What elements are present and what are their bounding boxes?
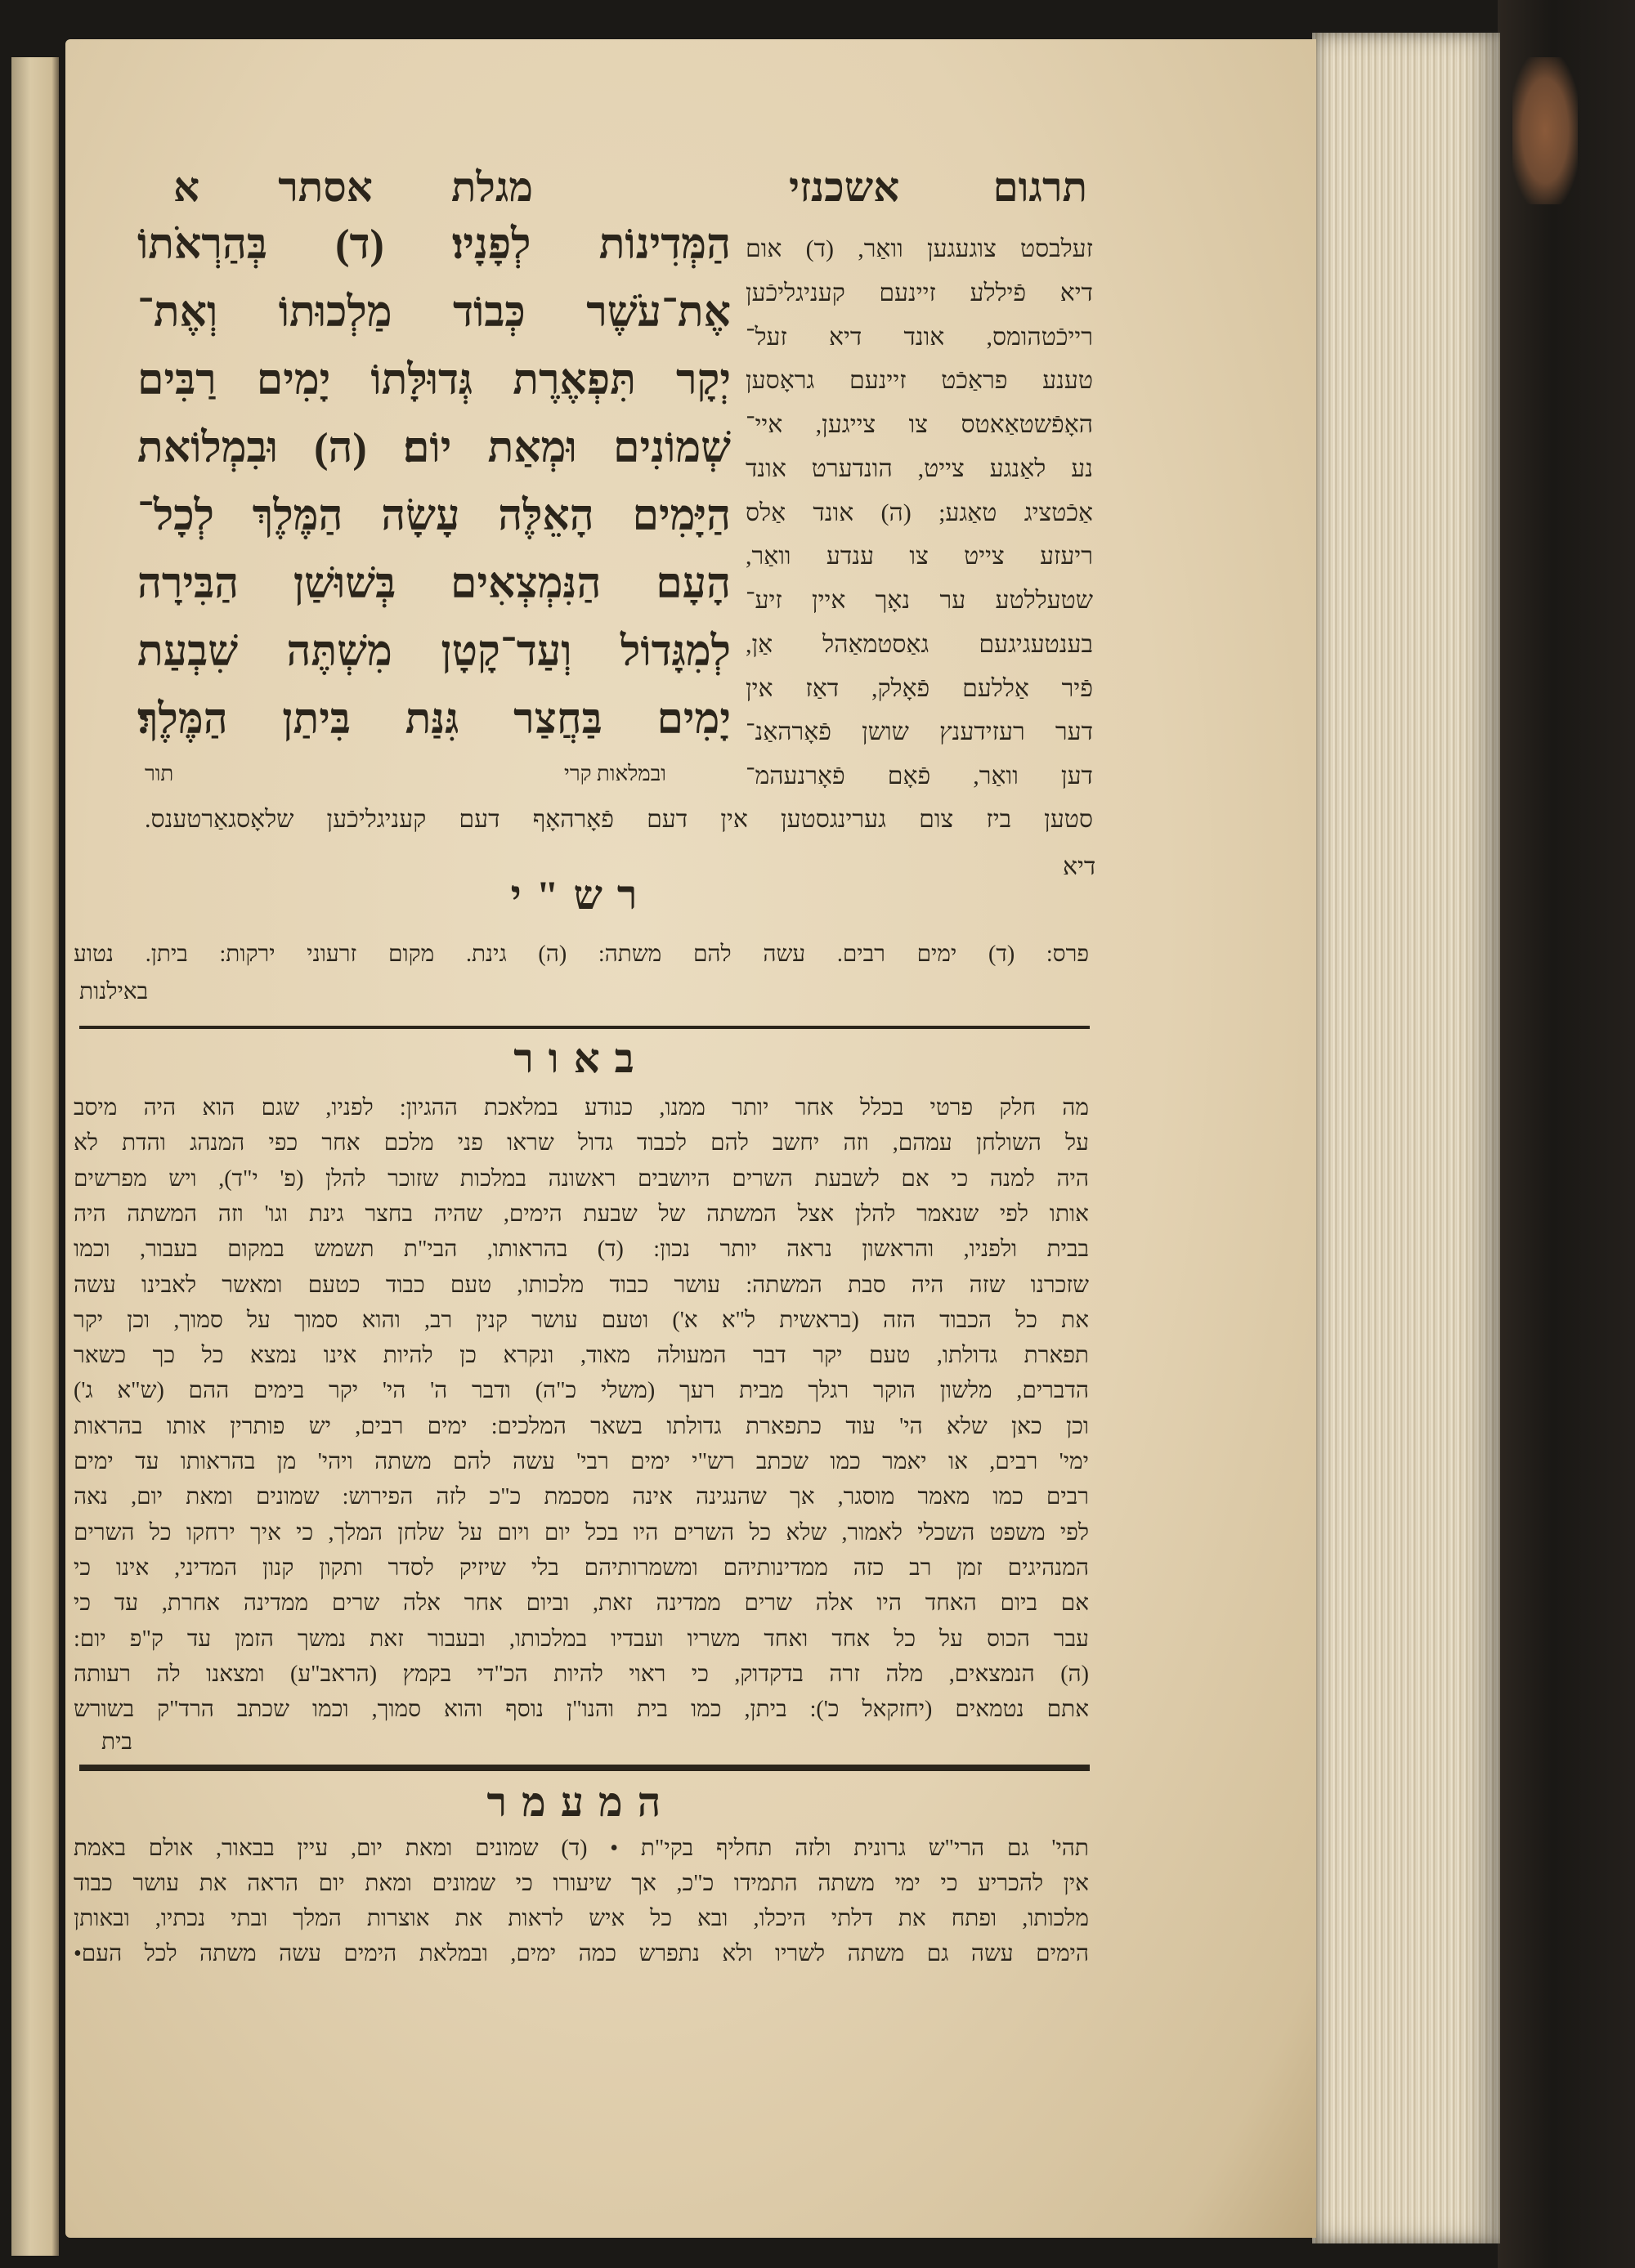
ketiv-label: תור bbox=[145, 762, 174, 785]
biur-line: רבים כמו מאמר מוסגר, אך שהנגינה אינה מסכמת כ"כ לזה הפירוש: שמונים ומאת יום, נאה bbox=[74, 1484, 1089, 1510]
translation-line: דען וואַר, פֿאָם פֿאָרנעהמ־ bbox=[746, 763, 1093, 790]
biur-line: אם ביום האחד היו אלה שרים ממדינה זאת, וביום אחר אלה שרים ממדינה אחרת, עד כי bbox=[74, 1590, 1089, 1617]
scripture-line: אֶת־עֹשֶׁר כְּבוֹד מַלְכוּתוֹ וְאֶת־ bbox=[137, 289, 731, 336]
scripture-line: יָמִים בַּחֲצַר גִּנַּת בִּיתַן הַמֶּלֶךְ׃ bbox=[137, 696, 731, 743]
previous-page-edge bbox=[11, 57, 59, 2256]
qere-note: ובמלאות קרי bbox=[564, 762, 666, 785]
biur-line: אתם נטמאים (יחזקאל כ'): ביתן, כמו בית והנו"ן נוסף והוא סמוך, וכמו שכתב הרד"ק בשורש bbox=[74, 1697, 1089, 1723]
translation-line: זעלבסט צוגעגען וואַר, (ד) אום bbox=[746, 235, 1093, 262]
biur-line: הדברים, מלשון הוקר רגלך מבית רעך (משלי כ"ה) ודבר ה' הי' יקר בימים ההם (ש"א ג') bbox=[74, 1378, 1089, 1404]
hameamer-heading: המעמר bbox=[486, 1779, 676, 1825]
section-divider bbox=[79, 1026, 1090, 1029]
translation-full-line: סטען ביז צום גערינגסטען אין דעם פֿאָרהאָף דעם קעניגליכֿען שלאָסגאַרטענס. bbox=[145, 806, 1093, 833]
scripture-line: הַיָּמִים הָאֵלֶּה עָשָׂה הַמֶּלֶךְ לְכָל־ bbox=[137, 493, 731, 539]
biur-line: בבית ולפניו, והראשון נראה יותר נכון: (ד) בהראותו, הבי"ת תשמש במקום בעבור, וכמו bbox=[74, 1237, 1089, 1263]
biur-line: (ה) הנמצאים, מלה זרה בדקדוק, כי ראוי להיות הכ"די בקמץ (הראב"ע) ומצאנו לה רעותה bbox=[74, 1661, 1089, 1687]
running-head-right: תרגום אשכנזי bbox=[789, 164, 1087, 210]
biur-line: המנהיגים זמן רב כזה ממדינותיהם ומשמרותיהם בלי שיזיק לסדר ותקון קנון המדיני, אינו כי bbox=[74, 1554, 1089, 1581]
translation-line: טענע פראַכֿט זיינעם גראָסען bbox=[746, 367, 1093, 395]
translation-line: בענטעגיגעם גאַסטמאַהל אַן, bbox=[746, 630, 1093, 658]
translation-line: שטעללטע ער נאָך איין זיע־ bbox=[746, 587, 1093, 614]
rashi-heading: רש"י bbox=[510, 872, 652, 918]
biur-last-line: בית bbox=[101, 1729, 132, 1755]
biur-line: שזכרנו שזה היה סבת המשתה: עושר כבוד מלכותו, טעם כבוד כטעם ומאשר לאבינו עשה bbox=[74, 1272, 1089, 1298]
biur-line: תפארת גדולתו, טעם יקר דבר המעולה מאוד, ונקרא כן להיות אינו נמצא כל כך כשאר bbox=[74, 1343, 1089, 1369]
section-divider bbox=[79, 1765, 1090, 1771]
running-head-left: מגלת אסתר א bbox=[173, 164, 533, 210]
biur-line: עבר הכוס על כל אחד ואחד משריו ועבדיו במלכותו, ובעבור זאת נמשך הזמן עד ק"פ יום: bbox=[74, 1626, 1089, 1652]
scripture-line: יְקָר תִּפְאֶרֶת גְּדוּלָּתוֹ יָמִים רַבִּים bbox=[137, 357, 731, 404]
rashi-line: באילנות bbox=[79, 979, 149, 1004]
biur-line: על השולחן עמהם, וזה יחשב להם לכבוד גדול שראו פני מלכם אחר כפי המנהג והדת לא bbox=[74, 1130, 1089, 1156]
translation-line: דיא פֿיללע זיינעם קעניגליכֿען bbox=[746, 279, 1093, 306]
translation-line: אַכֿטציג טאַגע; (ה) אונד אַלס bbox=[746, 499, 1093, 526]
translation-line: ריעזע צייט צו ענדע וואַר, bbox=[746, 543, 1093, 570]
hameamer-line: אין להכריע כי ימי משתה התמידו כ"כ, אך שיעורו כי שמונים ומאת יום הראה את עושר כבוד bbox=[74, 1871, 1089, 1896]
biur-line: היה למנה כי אם לשבעת השרים היושבים ראשונה במלכות שזוכר להלן (פ' י"ד), ויש מפרשים bbox=[74, 1165, 1089, 1192]
scripture-line: שְׁמוֹנִים וּמְאַת יוֹם׃ (ה) וּבִמְלוֹאת bbox=[137, 425, 731, 472]
cover-leather-wear bbox=[1512, 57, 1578, 204]
biur-line: מה חלק פרטי בכלל אחר יותר ממנו, כנודע במלאכת ההגיון: לפניו, שגם הוא היה מיסב bbox=[74, 1095, 1089, 1121]
scripture-line: הַמְּדִינוֹת לְפָנָיו׃ (ד) בְּהַרְאֹתוֹ bbox=[137, 221, 731, 268]
biur-line: וכן כאן שלא הי' עוד כתפארת גדולתו בשאר המלכים: ימים רבים, יש פותרין אותו בהראות bbox=[74, 1413, 1089, 1439]
translation-line: רייכֿטהומס, אונד דיא זעל־ bbox=[746, 323, 1093, 351]
catchword: דיא bbox=[1063, 853, 1096, 880]
hameamer-line: הימים עשה גם משתה לשריו ולא נתפרש כמה ימים, ובמלאת הימים עשה משתה לכל העם• bbox=[74, 1941, 1089, 1966]
biur-line: לפי משפט השכלי לאמור, שלא כל השרים היו בכל יום ויום על שלחן המלך, כי איך ירחקו כל השרים bbox=[74, 1519, 1089, 1546]
biur-line: ימי' רבים, או יאמר כמו שכתב רש"י ימים רבי' עשה להם משתה ויהי' מן בהראותו עד ימים bbox=[74, 1449, 1089, 1474]
translation-line: דער רעזידענץ שושן פֿאָרהאַנ־ bbox=[746, 718, 1093, 746]
scripture-line: לְמִגָּדוֹל וְעַד־קָטָן מִשְׁתֶּה שִׁבְעַת bbox=[137, 629, 731, 675]
hameamer-line: תהי' גם הרי"ש גרונית ולזה תחליף בקי"ת • (ד) שמונים ומאת יום, עיין בבאור, אולם באמת bbox=[74, 1836, 1089, 1861]
translation-line: האָפֿשטאַאטס צו צייגען, איי־ bbox=[746, 411, 1093, 438]
biur-line: אותו לפי שנאמר להלן אצל המשתה של שבעת הימים, שהיה בחצר גינת וגו' וזה המשתה היה bbox=[74, 1201, 1089, 1227]
translation-line: נע לאַנגע צייט, הונדערט אונד bbox=[746, 454, 1093, 482]
hameamer-line: מלכותו, ופתח את דלתי היכלו, ובא כל איש לראות את אוצרות המלך ובתי נכתיו, ובאותן bbox=[74, 1906, 1089, 1931]
page-fore-edge bbox=[1312, 33, 1500, 2243]
scripture-line: הָעָם הַנִּמְצְאִים בְּשׁוּשַׁן הַבִּירָה bbox=[137, 561, 731, 607]
biur-line: את כל הכבוד הזה (בראשית ל"א א') וטעם עושר קנין רב, והוא סמוך על סמוך, וכן יקר bbox=[74, 1307, 1089, 1333]
book-cover bbox=[1498, 0, 1635, 2268]
biur-heading: באור bbox=[513, 1036, 649, 1081]
translation-line: פֿיר אַללעם פֿאָלק, דאַז אין bbox=[746, 674, 1093, 702]
rashi-line: פרס: (ד) ימים רבים. עשה להם משתה: (ה) גינת. מקום זרעוני ירקות: ביתן. נטוע bbox=[74, 942, 1089, 967]
